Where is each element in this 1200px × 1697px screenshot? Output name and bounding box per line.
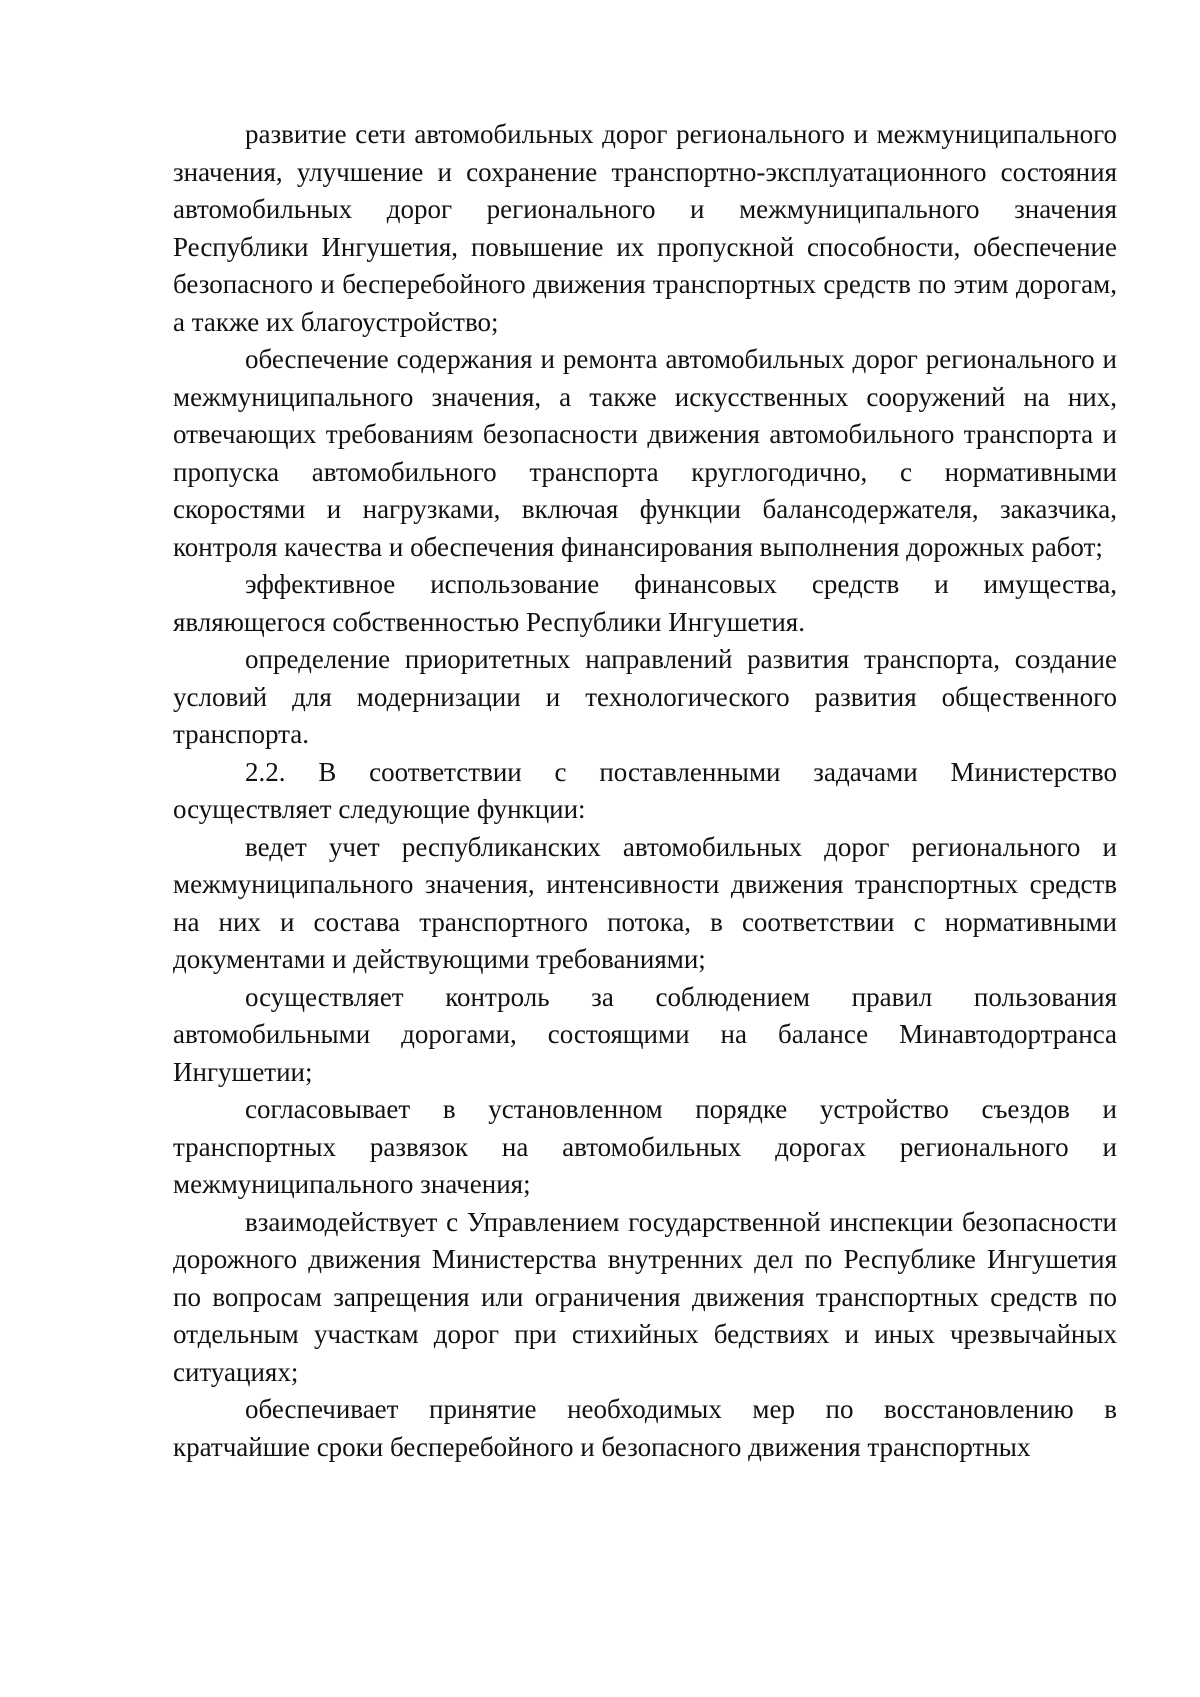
paragraph-usage-control: осуществляет контроль за соблюдением правил пользования автомобильными дорогами, состоящими на балансе Минавтодортранса Ингушетии; [173, 981, 1117, 1087]
paragraph-road-network-development: развитие сети автомобильных дорог регионального и межмуниципального значения, улучшение и сохранение транспортно-эксплуатационного состояния автомобильных дорог регионального и межмуниципального значения Республики Ингушетия, повышение их пропускной способности, обеспечение безопасного и бесперебойного движения транспортных средств по этим дорогам, а также их благоустройство; [173, 119, 1117, 337]
paragraph-transport-priorities: определение приоритетных направлений развития транспорта, создание условий для модернизации и технологического развития общественного транспорта. [173, 644, 1117, 749]
paragraph-traffic-restoration: обеспечивает принятие необходимых мер по восстановлению в кратчайшие сроки бесперебойного и безопасного движения транспортных [173, 1394, 1117, 1462]
paragraph-junction-approval: согласовывает в установленном порядке устройство съездов и транспортных развязок на автомобильных дорогах регионального и межмуниципального значения; [173, 1094, 1117, 1199]
paragraph-section-2-2: 2.2. В соответствии с поставленными задачами Министерство осуществляет следующие функции: [173, 756, 1117, 824]
paragraph-road-maintenance: обеспечение содержания и ремонта автомобильных дорог регионального и межмуниципального значения, а также искусственных сооружений на них, отвечающих требованиям безопасности движения автомобильного транспорта и пропуска автомобильного транспорта круглогодично, с нормативными скоростями и нагрузками, включая функции балансодержателя, заказчика, контроля качества и обеспечения финансирования выполнения дорожных работ; [173, 344, 1117, 562]
paragraph-efficient-use-of-funds: эффективное использование финансовых средств и имущества, являющегося собственностью Республики Ингушетия. [173, 569, 1117, 637]
document-body [173, 116, 1117, 1466]
paragraph-road-accounting: ведет учет республиканских автомобильных дорог регионального и межмуниципального значения, интенсивности движения транспортных средств на них и состава транспортного потока, в соответствии с нормативными документами и действующими требованиями; [173, 831, 1117, 974]
paragraph-traffic-police-cooperation: взаимодействует с Управлением государственной инспекции безопасности дорожного движения Министерства внутренних дел по Республике Ингушетия по вопросам запрещения или ограничения движения транспортных средств по отдельным участкам дорог при стихийных бедствиях и иных чрезвычайных ситуациях; [173, 1206, 1117, 1387]
